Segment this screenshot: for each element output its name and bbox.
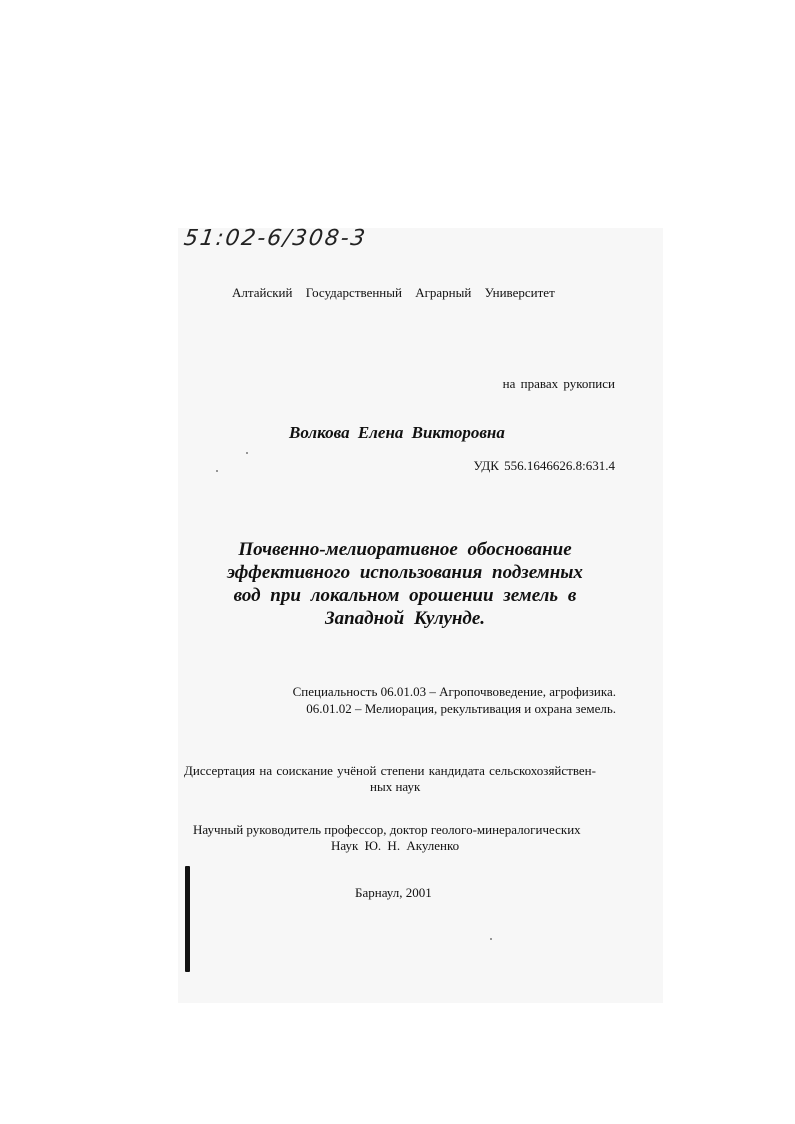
title-line: Западной Кулунде. (324, 608, 486, 629)
manuscript-note: на правах рукописи (502, 376, 615, 391)
city-year: Барнаул, 2001 (355, 885, 432, 900)
handwritten-archive-code: 51:02-6/308-3 (182, 226, 369, 251)
dissertation-title (200, 538, 610, 630)
scan-binding-mark (185, 866, 190, 972)
title-line: Почвенно-мелиоративное обоснование (238, 539, 572, 560)
supervisor-line: Наук Ю. Н. Акуленко (331, 838, 460, 853)
author-name: Волкова Елена Викторовна (289, 423, 505, 442)
scan-speck (216, 470, 218, 472)
scan-speck (246, 452, 248, 454)
dissertation-degree-line: Диссертация на соискание учёной степени кандидата сельскохозяйствен- (184, 763, 596, 778)
dissertation-degree-line: ных наук (370, 779, 421, 794)
specialty-line: Специальность 06.01.03 – Агропочвоведение, агрофизика. (292, 684, 616, 699)
udk-code: УДК 556.1646626.8:631.4 (473, 458, 615, 473)
title-line: вод при локальном орошении земель в (233, 585, 577, 606)
specialty-line: 06.01.02 – Мелиорация, рекультивация и охрана земель. (306, 701, 616, 716)
title-line: эффективного использования подземных (227, 562, 583, 583)
supervisor-line: Научный руководитель профессор, доктор геолого-минералогических (193, 822, 581, 837)
scan-speck (490, 938, 492, 940)
university-name: Алтайский Государственный Аграрный Университет (232, 285, 555, 300)
